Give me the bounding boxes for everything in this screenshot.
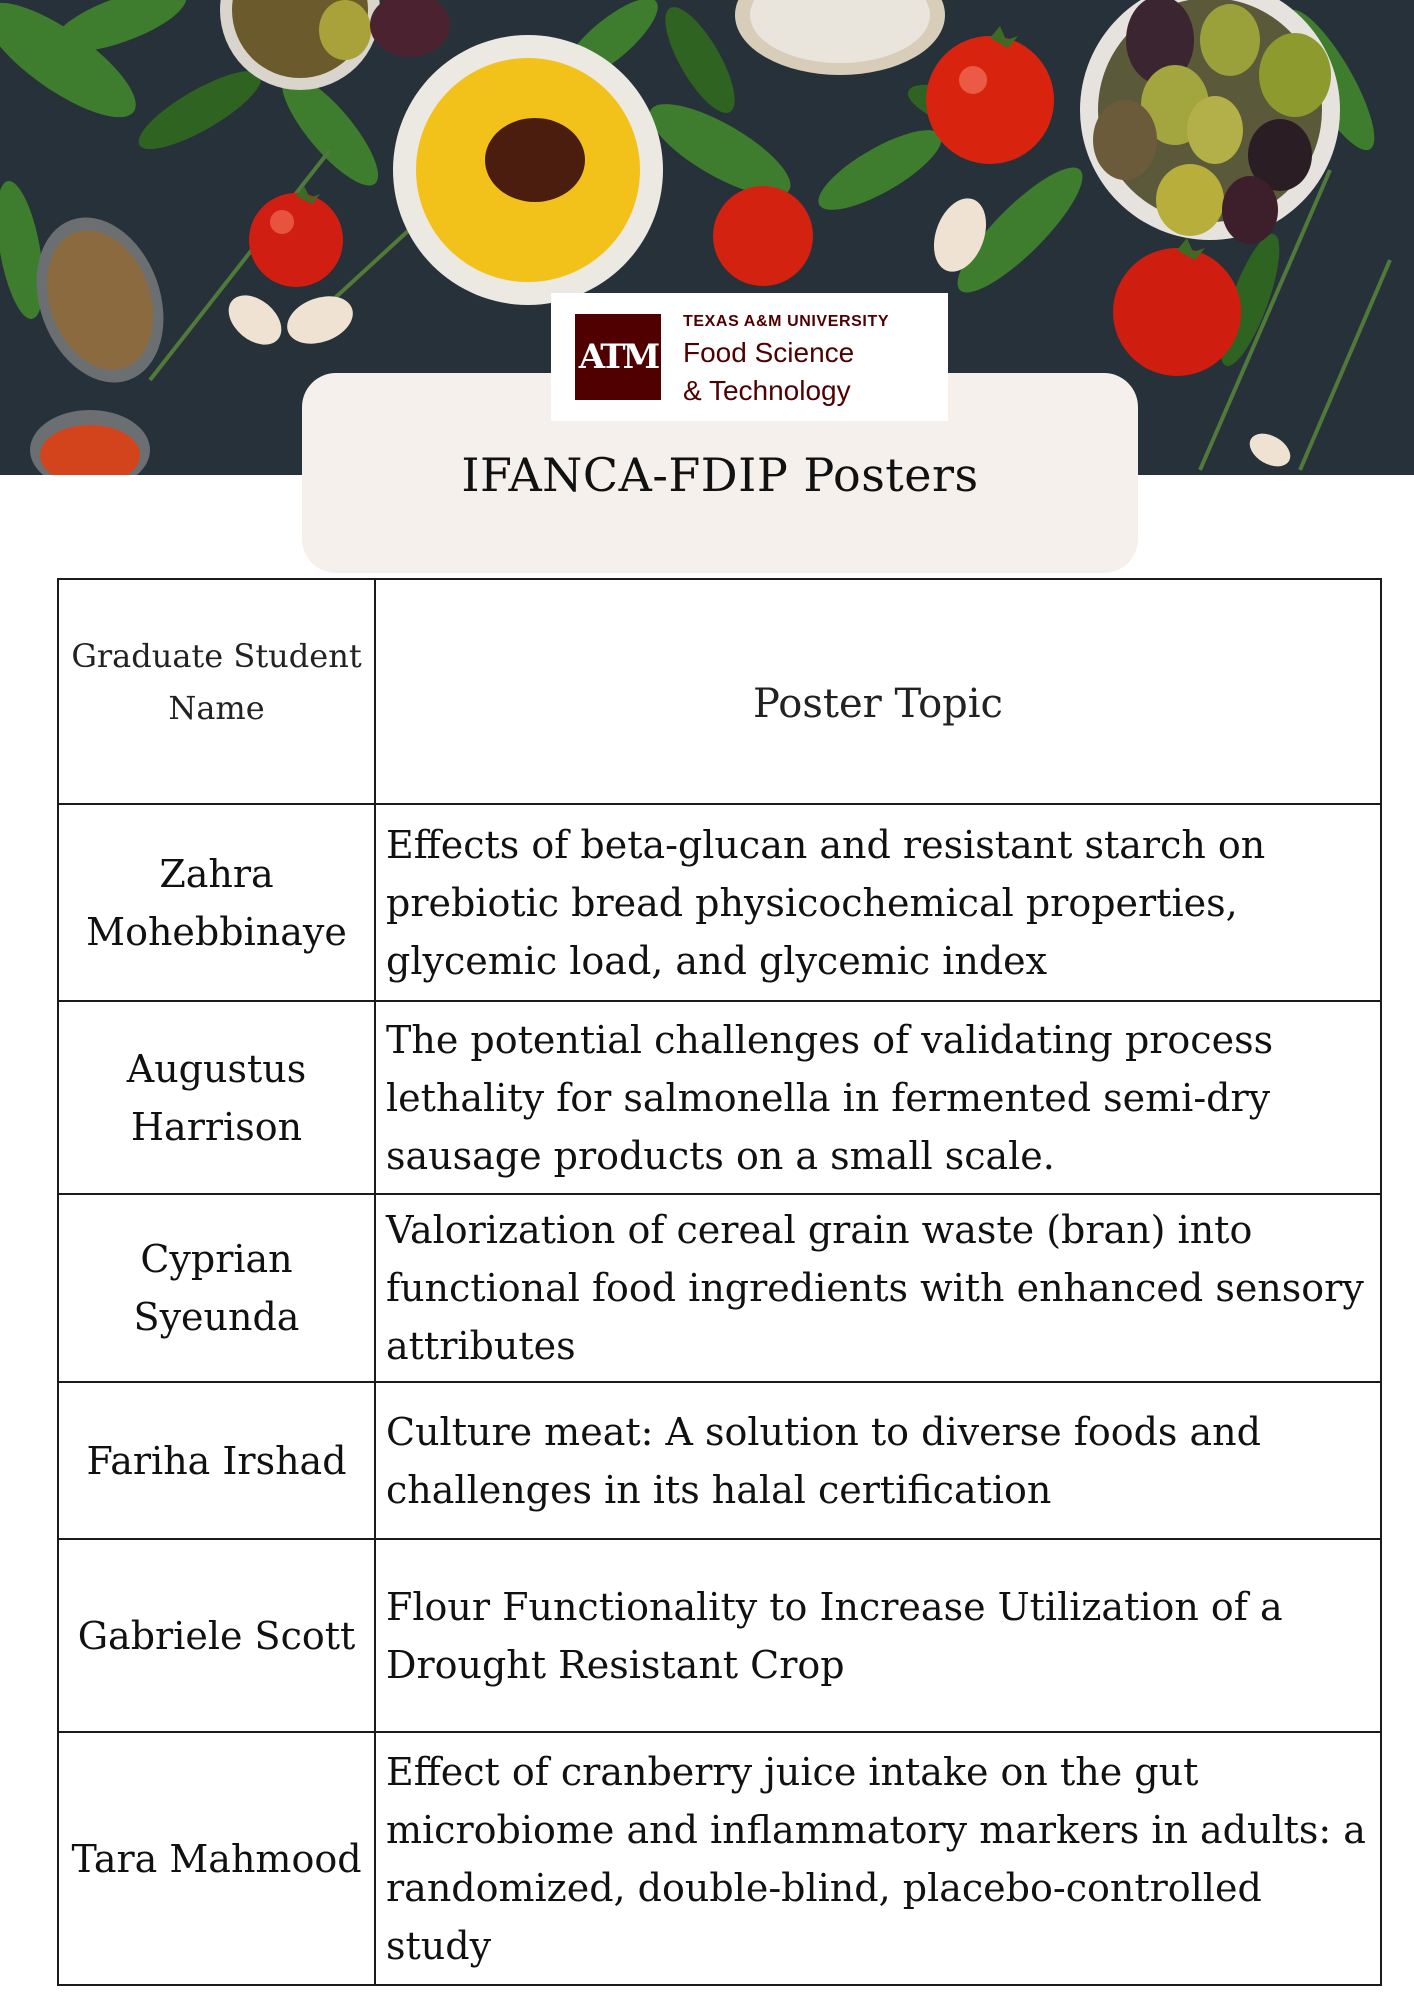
poster-topic: The potential challenges of validating process lethality for salmonella in fermented semi-dry sausage products on a small scale. [375,1001,1381,1194]
table-row [58,804,1381,1001]
poster-topic: Valorization of cereal grain waste (bran) into functional food ingredients with enhanced sensory attributes [375,1194,1381,1382]
header-student-name: Graduate Student Name [58,579,375,804]
table-row [58,1194,1381,1382]
student-name: Gabriele Scott [58,1539,375,1732]
table-row [58,1001,1381,1194]
page-title: IFANCA-FDIP Posters [461,448,979,502]
university-logo [551,293,948,421]
table-row [58,1732,1381,1985]
atm-logo-mark: ATM [578,337,658,377]
department-name-line2: & Technology [683,375,851,406]
table-row [58,1382,1381,1539]
table-row [58,1539,1381,1732]
poster-topic: Flour Functionality to Increase Utilization of a Drought Resistant Crop [375,1539,1381,1732]
student-name: Tara Mahmood [58,1732,375,1985]
student-name: Augustus Harrison [58,1001,375,1194]
university-name: TEXAS A&M UNIVERSITY [683,313,890,330]
poster-table [57,578,1382,1986]
atm-logo-icon [575,314,661,400]
student-name: Cyprian Syeunda [58,1194,375,1382]
poster-topic: Effects of beta-glucan and resistant starch on prebiotic bread physicochemical properties, glycemic load, and glycemic index [375,804,1381,1001]
table-header-row [58,579,1381,804]
header-poster-topic: Poster Topic [375,579,1381,804]
department-name-line1: Food Science [683,337,855,368]
student-name: Zahra Mohebbinaye [58,804,375,1001]
poster-topic: Culture meat: A solution to diverse foods and challenges in its halal certification [375,1382,1381,1539]
student-name: Fariha Irshad [58,1382,375,1539]
poster-topic: Effect of cranberry juice intake on the gut microbiome and inflammatory markers in adults: a randomized, double-blind, placebo-controlled study [375,1732,1381,1985]
